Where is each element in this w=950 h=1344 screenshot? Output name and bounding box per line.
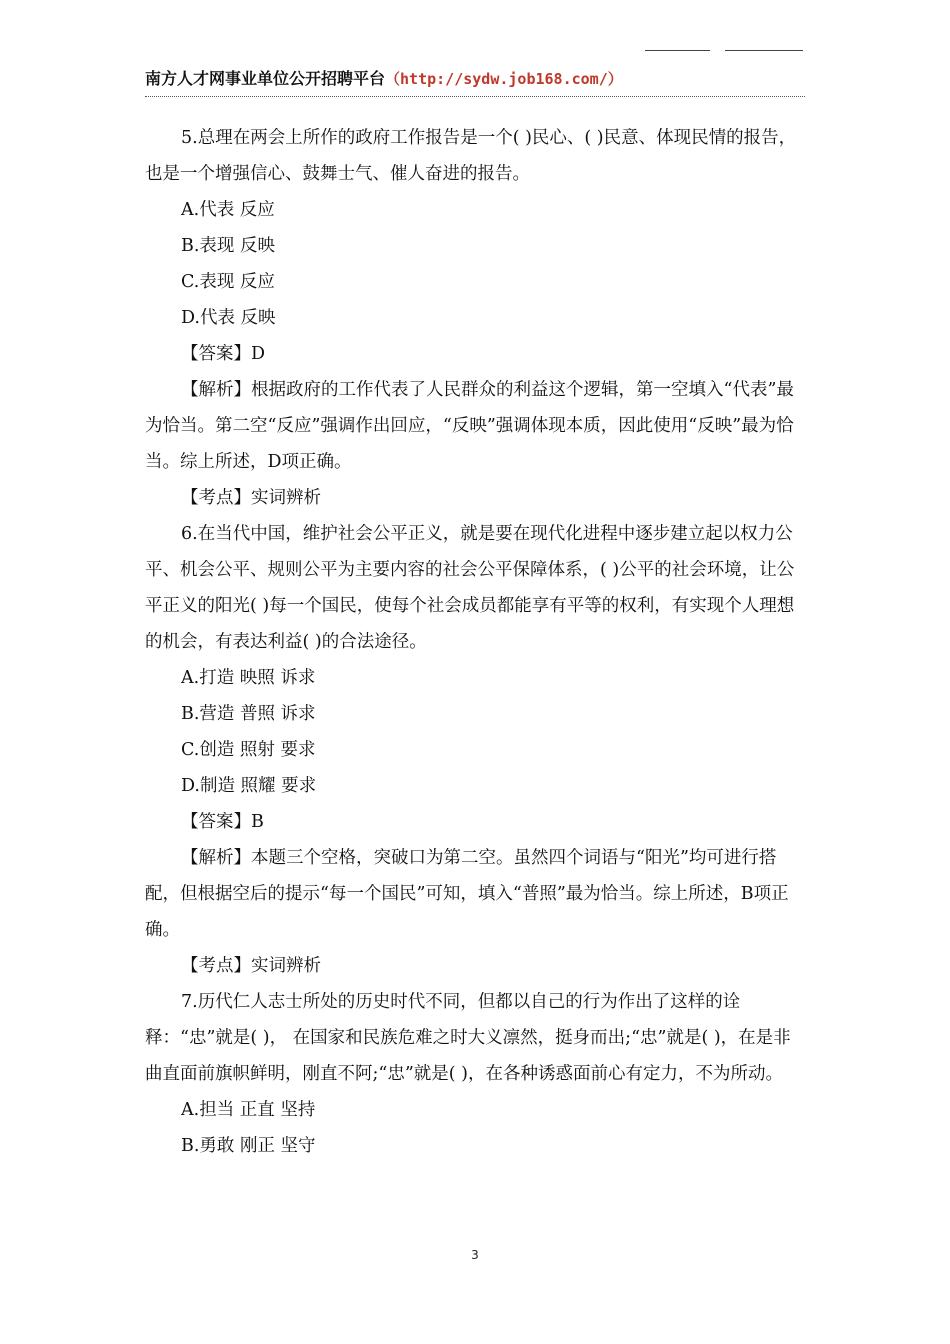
- question-6-option-d: D.制造 照耀 要求: [181, 776, 317, 796]
- question-5-option-a: A.代表 反应: [181, 200, 275, 220]
- site-url-link[interactable]: （http://sydw.job168.com/）: [385, 70, 623, 88]
- page-number: 3: [471, 1248, 479, 1262]
- question-6-stem: 6.在当代中国，维护社会公平正义，就是要在现代化进程中逐步建立起以权力公平、机会公平、规则公平为主要内容的社会公平保障体系，( )公平的社会环境，让公平正义的阳光( )每一个国民，使每个社会成员都能享有平等的权利，有实现个人理想的机会，有表达利益( )的合法途径。: [145, 524, 795, 652]
- site-name: 南方人才网事业单位公开招聘平台: [145, 69, 386, 88]
- page-header: [145, 66, 805, 89]
- question-7-option-a: A.担当 正直 坚持: [181, 1100, 316, 1120]
- header-decoration: [645, 50, 805, 54]
- question-6-option-a: A.打造 映照 诉求: [181, 668, 316, 688]
- question-5-option-b: B.表现 反映: [181, 236, 275, 256]
- question-5-analysis: 【解析】根据政府的工作代表了人民群众的利益这个逻辑，第一空填入“代表”最为恰当。第二空“反应”强调作出回应，“反映”强调体现本质，因此使用“反映”最为恰当。综上所述，D项正确。: [145, 380, 794, 472]
- question-7-stem: 7.历代仁人志士所处的历史时代不同，但都以自己的行为作出了这样的诠释：“忠”就是( )， 在国家和民族危难之时大义凛然，挺身而出;“忠”就是( )，在是非曲直面前旗帜鲜明，刚直不阿;“忠”就是( )，在各种诱惑面前心有定力，不为所动。: [145, 992, 791, 1084]
- question-5-answer: 【答案】D: [181, 344, 266, 364]
- question-5-point: 【考点】实词辨析: [181, 488, 321, 508]
- question-6-answer: 【答案】B: [181, 812, 264, 832]
- question-6-option-b: B.营造 普照 诉求: [181, 704, 316, 724]
- question-7-option-b: B.勇敢 刚正 坚守: [181, 1136, 316, 1156]
- question-5-option-c: C.表现 反应: [181, 272, 275, 292]
- question-6-analysis: 【解析】本题三个空格，突破口为第二空。虽然四个词语与“阳光”均可进行搭配，但根据空后的提示“每一个国民”可知，填入“普照”最为恰当。综上所述，B项正确。: [145, 848, 789, 940]
- question-5-stem: 5.总理在两会上所作的政府工作报告是一个( )民心、( )民意、体现民情的报告，也是一个增强信心、鼓舞士气、催人奋进的报告。: [145, 128, 797, 184]
- document-body: [145, 120, 805, 1164]
- question-6-option-c: C.创造 照射 要求: [181, 740, 316, 760]
- question-6-point: 【考点】实词辨析: [181, 956, 321, 976]
- header-divider: [145, 96, 805, 97]
- question-5-option-d: D.代表 反映: [181, 308, 276, 328]
